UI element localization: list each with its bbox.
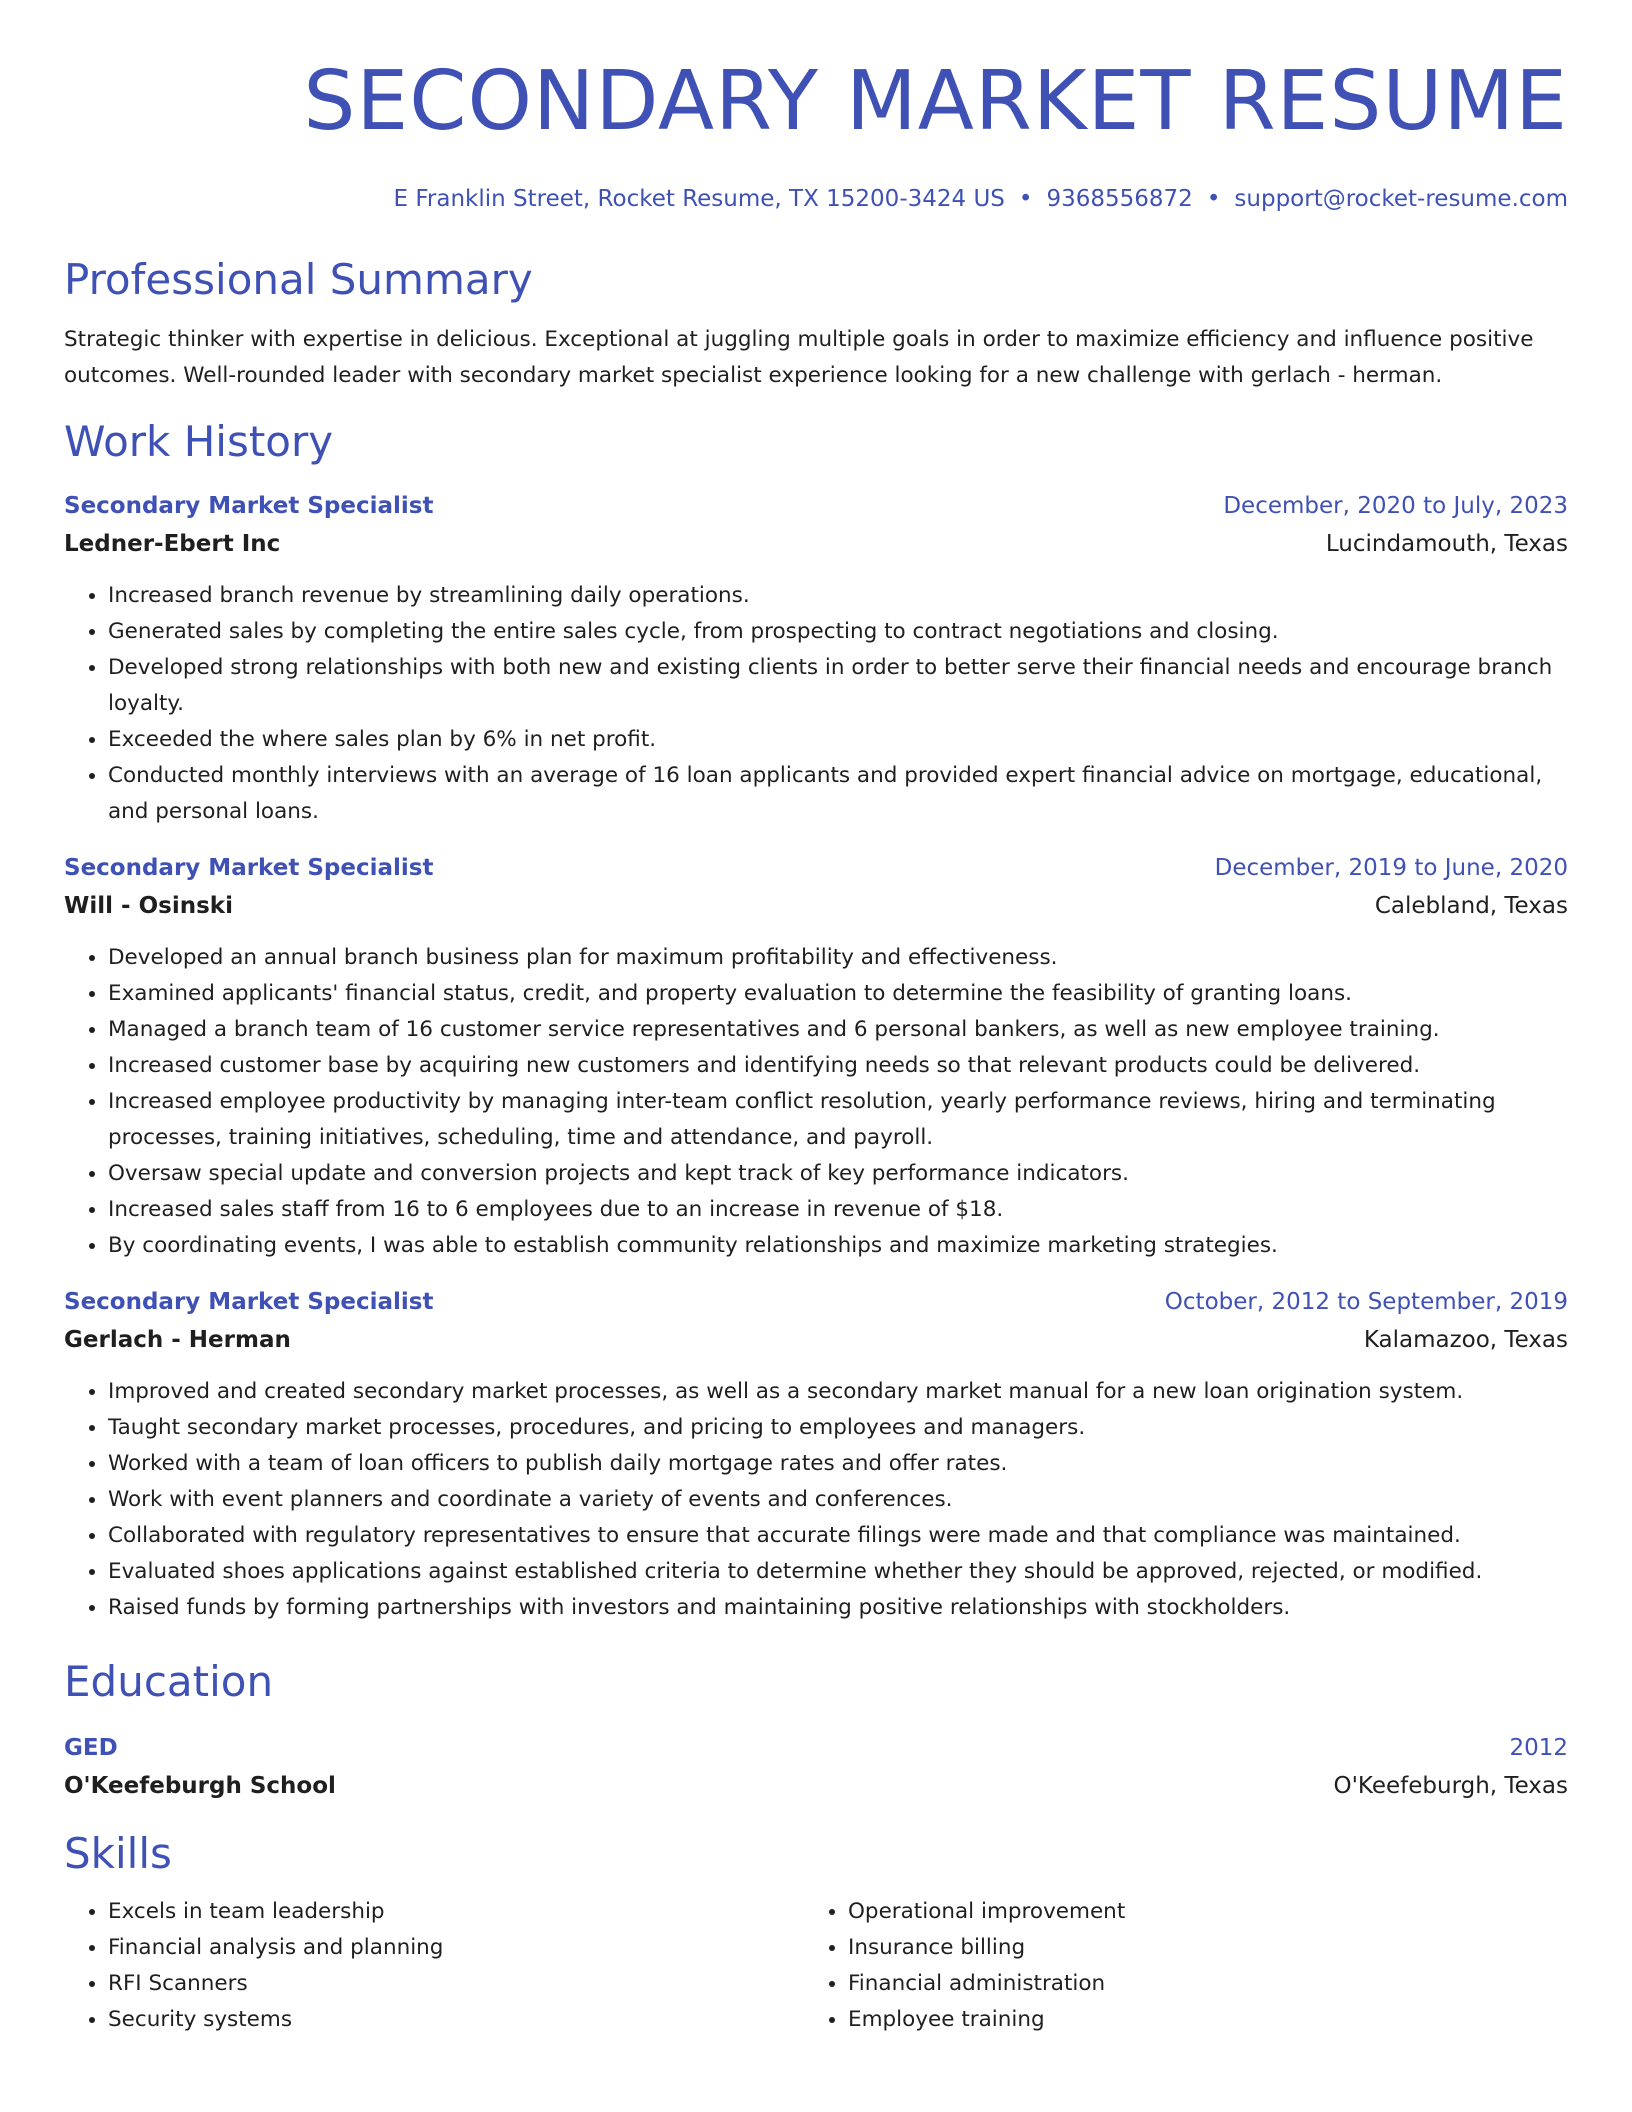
education-school: O'Keefeburgh School	[64, 1773, 336, 1799]
education-degree: GED	[64, 1735, 118, 1761]
job-bullet: • Oversaw special update and conversion projects and kept track of key performance indicators.	[108, 1156, 1568, 1192]
job-bullet: • By coordinating events, I was able to establish community relationships and maximize marketing strategies.	[108, 1228, 1568, 1264]
resume-name: SECONDARY MARKET RESUME	[303, 54, 1568, 149]
job-location: Lucindamouth, Texas	[1325, 531, 1568, 557]
skills-list	[804, 1894, 1544, 2038]
contact-line	[64, 184, 1568, 214]
job-role: Secondary Market Specialist	[64, 855, 434, 881]
contact-address: E Franklin Street, Rocket Resume, TX 15200-3424 US	[393, 186, 1005, 212]
skill-item: • Excels in team leadership	[108, 1894, 804, 1930]
skill-item: • Financial analysis and planning	[108, 1930, 804, 1966]
contact-separator: •	[1206, 186, 1221, 212]
job-entry	[64, 850, 1568, 1264]
job-bullet: • Developed strong relationships with both new and existing clients in order to better serve their financial needs and encourage branch loyalty.	[108, 650, 1568, 722]
job-header-row	[64, 1284, 1568, 1320]
work-history-heading: Work History	[64, 417, 334, 466]
job-company-row	[64, 524, 1568, 564]
job-bullet: • Generated sales by completing the entire sales cycle, from prospecting to contract negotiations and closing.	[108, 614, 1568, 650]
skills-column-left	[64, 1894, 804, 2038]
job-bullets	[64, 578, 1568, 830]
job-bullet: • Increased branch revenue by streamlining daily operations.	[108, 578, 1568, 614]
skills-heading: Skills	[64, 1829, 172, 1878]
job-location: Calebland, Texas	[1374, 893, 1568, 919]
education-year: 2012	[1509, 1735, 1568, 1761]
skill-item: • Operational improvement	[848, 1894, 1544, 1930]
job-company: Ledner-Ebert Inc	[64, 531, 281, 557]
job-bullet: • Work with event planners and coordinate a variety of events and conferences.	[108, 1482, 1568, 1518]
job-company: Gerlach - Herman	[64, 1327, 291, 1353]
job-bullet: • Exceeded the where sales plan by 6% in net profit.	[108, 722, 1568, 758]
job-bullet: • Worked with a team of loan officers to publish daily mortgage rates and offer rates.	[108, 1446, 1568, 1482]
education-school-row	[64, 1766, 1568, 1806]
contact-separator: •	[1018, 186, 1033, 212]
summary-heading: Professional Summary	[64, 255, 533, 304]
job-company: Will - Osinski	[64, 893, 233, 919]
skills-column-right	[804, 1894, 1544, 2038]
skills-grid	[64, 1894, 1568, 2038]
education-heading: Education	[64, 1657, 274, 1706]
summary-text: Strategic thinker with expertise in delicious. Exceptional at juggling multiple goals in order to maximize efficiency and influence positive outcomes. Well-rounded leader with secondary market specialist experience looking for a new challenge with gerlach - herman.	[64, 327, 1534, 388]
job-bullet: • Increased customer base by acquiring new customers and identifying needs so that relevant products could be delivered.	[108, 1048, 1568, 1084]
job-bullet: • Evaluated shoes applications against established criteria to determine whether they should be approved, rejected, or modified.	[108, 1554, 1568, 1590]
job-entry	[64, 488, 1568, 830]
resume-header	[64, 52, 1568, 214]
job-company-row	[64, 1320, 1568, 1360]
job-bullet: • Conducted monthly interviews with an average of 16 loan applicants and provided expert financial advice on mortgage, educational, and personal loans.	[108, 758, 1568, 830]
job-company-row	[64, 886, 1568, 926]
skill-item: • Security systems	[108, 2002, 804, 2038]
job-header-row	[64, 850, 1568, 886]
skill-item: • Financial administration	[848, 1966, 1544, 2002]
skill-item: • Employee training	[848, 2002, 1544, 2038]
job-role: Secondary Market Specialist	[64, 1289, 434, 1315]
job-bullet: • Increased employee productivity by managing inter-team conflict resolution, yearly performance reviews, hiring and terminating processes, training initiatives, scheduling, time and attendance, and payroll.	[108, 1084, 1568, 1156]
job-dates: December, 2019 to June, 2020	[1214, 855, 1568, 881]
job-bullet: • Managed a branch team of 16 customer service representatives and 6 personal bankers, as well as new employee training.	[108, 1012, 1568, 1048]
job-bullets	[64, 1374, 1568, 1626]
job-bullet: • Collaborated with regulatory representatives to ensure that accurate filings were made and that compliance was maintained.	[108, 1518, 1568, 1554]
job-bullet: • Developed an annual branch business plan for maximum profitability and effectiveness.	[108, 940, 1568, 976]
job-role: Secondary Market Specialist	[64, 493, 434, 519]
contact-email: support@rocket-resume.com	[1234, 186, 1568, 212]
education-location: O'Keefeburgh, Texas	[1333, 1773, 1568, 1799]
job-bullet: • Taught secondary market processes, procedures, and pricing to employees and managers.	[108, 1410, 1568, 1446]
job-location: Kalamazoo, Texas	[1363, 1327, 1568, 1353]
job-header-row	[64, 488, 1568, 524]
skills-list	[64, 1894, 804, 2038]
education-entry	[64, 1730, 1568, 1806]
job-entry	[64, 1284, 1568, 1626]
education-header-row	[64, 1730, 1568, 1766]
job-dates: December, 2020 to July, 2023	[1223, 493, 1568, 519]
job-bullet: • Raised funds by forming partnerships with investors and maintaining positive relationships with stockholders.	[108, 1590, 1568, 1626]
job-bullet: • Improved and created secondary market processes, as well as a secondary market manual for a new loan origination system.	[108, 1374, 1568, 1410]
job-bullet: • Examined applicants' financial status, credit, and property evaluation to determine the feasibility of granting loans.	[108, 976, 1568, 1012]
skill-item: • RFI Scanners	[108, 1966, 804, 2002]
job-bullets	[64, 940, 1568, 1264]
job-dates: October, 2012 to September, 2019	[1164, 1289, 1568, 1315]
contact-phone: 9368556872	[1046, 186, 1193, 212]
skill-item: • Insurance billing	[848, 1930, 1544, 1966]
job-bullet: • Increased sales staff from 16 to 6 employees due to an increase in revenue of $18.	[108, 1192, 1568, 1228]
